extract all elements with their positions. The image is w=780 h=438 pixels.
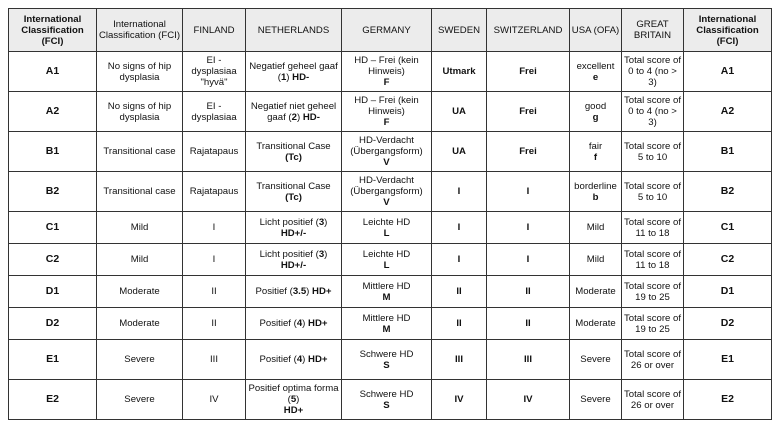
netherlands-cell: Negatief niet geheel gaaf (2) HD-: [246, 92, 342, 132]
usa-cell: [570, 172, 622, 212]
fci-description-cell: Transitional case: [97, 172, 183, 212]
switzerland-value: I: [526, 222, 530, 233]
netherlands-text: Transitional Case: [256, 180, 331, 192]
sweden-value: UA: [452, 106, 466, 117]
netherlands-text: Positief: [255, 286, 287, 297]
netherlands-number: 5: [290, 394, 297, 405]
netherlands-code: HD+: [308, 318, 328, 329]
usa-cell: Moderate: [570, 308, 622, 340]
header-usa: USA (OFA): [570, 9, 622, 52]
usa-cell: Moderate: [570, 276, 622, 308]
table-row: [9, 212, 772, 244]
usa-cell: Severe: [570, 380, 622, 420]
switzerland-value: I: [526, 186, 530, 197]
germany-text: Leichte HD: [362, 248, 411, 260]
usa-cell: [570, 52, 622, 92]
grade-cell-right: E2: [684, 380, 772, 420]
great-britain-cell: Total score of 0 to 4 (no > 3): [622, 92, 684, 132]
grade-cell-right: A1: [684, 52, 772, 92]
netherlands-cell: [246, 172, 342, 212]
netherlands-number: 4: [296, 354, 303, 365]
header-fci-right: International Classification (FCI): [684, 9, 772, 52]
netherlands-code: HD+: [308, 354, 328, 365]
netherlands-text: Licht positief: [259, 216, 313, 228]
table-row: [9, 52, 772, 92]
grade-cell: C2: [9, 244, 97, 276]
sweden-value: III: [455, 354, 463, 365]
switzerland-value: II: [525, 286, 531, 297]
germany-code: L: [383, 259, 390, 271]
grade-cell-right: B1: [684, 132, 772, 172]
usa-cell: [570, 132, 622, 172]
usa-code: e: [592, 71, 599, 83]
germany-text: Leichte HD: [362, 216, 411, 228]
finland-cell: IV: [183, 380, 246, 420]
sweden-cell: [432, 276, 487, 308]
fci-description-cell: No signs of hip dysplasia: [97, 52, 183, 92]
header-finland: FINLAND: [183, 9, 246, 52]
header-fci: International Classification (FCI): [9, 9, 97, 52]
germany-cell: [342, 172, 432, 212]
grade-cell: E1: [9, 340, 97, 380]
usa-code: b: [592, 191, 599, 203]
grade-cell: B1: [9, 132, 97, 172]
great-britain-cell: Total score of 26 or over: [622, 380, 684, 420]
fci-description-cell: Moderate: [97, 308, 183, 340]
fci-description-cell: Transitional case: [97, 132, 183, 172]
sweden-cell: [432, 92, 487, 132]
netherlands-cell: Positief (4) HD+: [246, 308, 342, 340]
germany-cell: [342, 52, 432, 92]
germany-code: V: [383, 157, 390, 168]
grade-cell: D1: [9, 276, 97, 308]
netherlands-cell: Licht positief (3) HD+/-: [246, 212, 342, 244]
netherlands-text: Positief: [259, 318, 291, 329]
netherlands-text: Positief optima forma: [248, 383, 339, 394]
grade-cell: A1: [9, 52, 97, 92]
netherlands-text: Positief: [259, 354, 291, 365]
usa-text: fair: [588, 140, 603, 152]
switzerland-cell: [487, 380, 570, 420]
sweden-value: UA: [452, 146, 466, 157]
germany-text: Mittlere HD: [362, 280, 411, 292]
usa-text: good: [584, 100, 607, 112]
grade-cell-right: C1: [684, 212, 772, 244]
switzerland-value: II: [525, 318, 531, 329]
netherlands-cell: Licht positief (3) HD+/-: [246, 244, 342, 276]
grade-cell-right: B2: [684, 172, 772, 212]
netherlands-text: Transitional Case: [256, 140, 331, 152]
germany-cell: [342, 92, 432, 132]
sweden-value: I: [457, 254, 461, 265]
grade-cell-right: E1: [684, 340, 772, 380]
netherlands-code: HD-: [302, 111, 320, 123]
fci-description-cell: Mild: [97, 212, 183, 244]
great-britain-cell: Total score of 5 to 10: [622, 132, 684, 172]
great-britain-cell: Total score of 11 to 18: [622, 244, 684, 276]
germany-cell: [342, 244, 432, 276]
switzerland-cell: [487, 244, 570, 276]
germany-text: HD-Verdacht (Übergangsform): [350, 135, 423, 157]
table-row: [9, 244, 772, 276]
netherlands-cell: Positief optima forma (5) HD+: [246, 380, 342, 420]
netherlands-code: HD+/-: [280, 227, 307, 239]
netherlands-text: Negatief geheel gaaf: [249, 60, 338, 72]
switzerland-value: Frei: [519, 106, 537, 117]
germany-cell: [342, 212, 432, 244]
switzerland-value: Frei: [519, 66, 537, 77]
germany-text: Mittlere HD: [362, 312, 411, 324]
great-britain-cell: Total score of 19 to 25: [622, 276, 684, 308]
fci-description-cell: Mild: [97, 244, 183, 276]
germany-code: F: [383, 77, 390, 88]
grade-cell-right: C2: [684, 244, 772, 276]
fci-description-cell: Severe: [97, 340, 183, 380]
netherlands-cell: Positief (4) HD+: [246, 340, 342, 380]
finland-cell: Rajatapaus: [183, 132, 246, 172]
germany-text: HD – Frei (kein Hinweis): [354, 55, 419, 77]
table-row: [9, 380, 772, 420]
germany-code: S: [383, 359, 390, 371]
finland-cell: EI - dysplasiaa "hyvä": [183, 52, 246, 92]
germany-code: M: [382, 291, 391, 303]
usa-cell: [570, 92, 622, 132]
switzerland-value: Frei: [519, 146, 537, 157]
finland-cell: Rajatapaus: [183, 172, 246, 212]
netherlands-number: 1: [280, 71, 287, 83]
netherlands-number: 3: [318, 216, 325, 228]
header-netherlands: NETHERLANDS: [246, 9, 342, 52]
switzerland-cell: [487, 340, 570, 380]
sweden-value: Utmark: [442, 66, 476, 77]
netherlands-text: Licht positief: [259, 248, 313, 260]
switzerland-cell: [487, 172, 570, 212]
hip-dysplasia-classification-table: [8, 8, 772, 420]
switzerland-cell: [487, 276, 570, 308]
germany-code: F: [383, 117, 390, 128]
germany-cell: [342, 340, 432, 380]
netherlands-text: Negatief niet geheel gaaf: [250, 100, 337, 123]
grade-cell: A2: [9, 92, 97, 132]
sweden-cell: [432, 244, 487, 276]
header-great-britain: GREAT BRITAIN: [622, 9, 684, 52]
sweden-cell: [432, 172, 487, 212]
sweden-cell: [432, 212, 487, 244]
finland-cell: EI - dysplasiaa: [183, 92, 246, 132]
germany-text: Schwere HD: [359, 348, 414, 360]
header-fci-description: International Classification (FCI): [97, 9, 183, 52]
switzerland-cell: [487, 212, 570, 244]
grade-cell: C1: [9, 212, 97, 244]
usa-code: f: [593, 151, 598, 163]
header-switzerland: SWITZERLAND: [487, 9, 570, 52]
grade-cell: B2: [9, 172, 97, 212]
grade-cell: E2: [9, 380, 97, 420]
netherlands-code: HD+/-: [280, 259, 307, 271]
germany-cell: [342, 132, 432, 172]
germany-cell: [342, 308, 432, 340]
germany-code: V: [383, 197, 390, 208]
netherlands-code: (Tc): [285, 151, 302, 163]
usa-cell: Severe: [570, 340, 622, 380]
netherlands-number: 3: [318, 248, 325, 260]
netherlands-number: 3.5: [292, 286, 307, 297]
finland-cell: II: [183, 276, 246, 308]
netherlands-cell: Positief (3.5) HD+: [246, 276, 342, 308]
germany-code: M: [382, 323, 391, 335]
germany-cell: [342, 380, 432, 420]
sweden-cell: [432, 340, 487, 380]
switzerland-cell: [487, 308, 570, 340]
germany-code: L: [383, 227, 390, 239]
netherlands-cell: Negatief geheel gaaf (1) HD-: [246, 52, 342, 92]
netherlands-number: 4: [296, 318, 303, 329]
great-britain-cell: Total score of 0 to 4 (no > 3): [622, 52, 684, 92]
table-row: [9, 172, 772, 212]
usa-code: g: [592, 111, 599, 123]
sweden-value: II: [456, 318, 462, 329]
finland-cell: I: [183, 244, 246, 276]
sweden-value: II: [456, 286, 462, 297]
table-row: [9, 308, 772, 340]
switzerland-value: IV: [523, 394, 533, 405]
germany-code: S: [383, 399, 390, 411]
sweden-cell: [432, 132, 487, 172]
finland-cell: I: [183, 212, 246, 244]
usa-text: borderline: [574, 180, 617, 192]
netherlands-number: 2: [291, 111, 297, 123]
great-britain-cell: Total score of 5 to 10: [622, 172, 684, 212]
germany-cell: [342, 276, 432, 308]
switzerland-cell: [487, 132, 570, 172]
germany-text: Schwere HD: [359, 388, 414, 400]
germany-text: HD-Verdacht (Übergangsform): [350, 175, 423, 197]
finland-cell: II: [183, 308, 246, 340]
sweden-value: IV: [454, 394, 464, 405]
switzerland-value: I: [526, 254, 530, 265]
header-germany: GERMANY: [342, 9, 432, 52]
usa-cell: Mild: [570, 244, 622, 276]
grade-cell-right: D1: [684, 276, 772, 308]
sweden-value: I: [457, 222, 461, 233]
germany-text: HD – Frei (kein Hinweis): [354, 95, 419, 117]
switzerland-cell: [487, 52, 570, 92]
great-britain-cell: Total score of 26 or over: [622, 340, 684, 380]
grade-cell-right: A2: [684, 92, 772, 132]
table-row: [9, 92, 772, 132]
switzerland-value: III: [524, 354, 532, 365]
sweden-cell: [432, 380, 487, 420]
switzerland-cell: [487, 92, 570, 132]
grade-cell-right: D2: [684, 308, 772, 340]
table-row: [9, 340, 772, 380]
sweden-cell: [432, 308, 487, 340]
sweden-value: I: [457, 186, 461, 197]
sweden-cell: [432, 52, 487, 92]
netherlands-code: (Tc): [285, 191, 302, 203]
netherlands-code: HD+: [312, 286, 332, 297]
usa-cell: Mild: [570, 212, 622, 244]
usa-text: excellent: [576, 60, 615, 72]
great-britain-cell: Total score of 19 to 25: [622, 308, 684, 340]
header-row: [9, 9, 772, 52]
netherlands-code: HD+: [283, 405, 304, 416]
fci-description-cell: Moderate: [97, 276, 183, 308]
table-row: [9, 276, 772, 308]
fci-description-cell: No signs of hip dysplasia: [97, 92, 183, 132]
great-britain-cell: Total score of 11 to 18: [622, 212, 684, 244]
table-row: [9, 132, 772, 172]
netherlands-code: HD-: [292, 71, 310, 83]
netherlands-cell: [246, 132, 342, 172]
table-container: [8, 8, 772, 420]
header-sweden: SWEDEN: [432, 9, 487, 52]
fci-description-cell: Severe: [97, 380, 183, 420]
grade-cell: D2: [9, 308, 97, 340]
finland-cell: III: [183, 340, 246, 380]
